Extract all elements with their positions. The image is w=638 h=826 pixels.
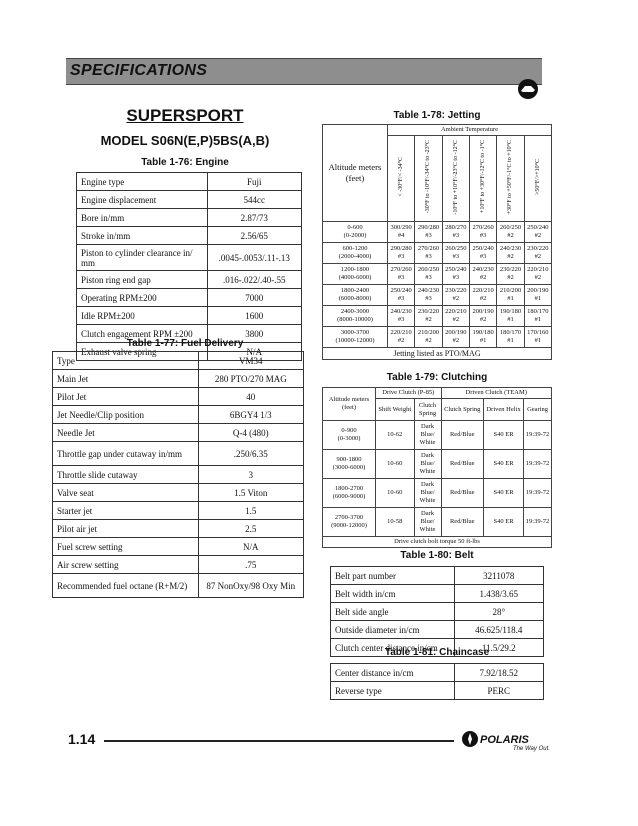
jet-cell — [524, 285, 551, 306]
table-row — [323, 327, 552, 348]
row-label: Reverse type — [331, 682, 455, 700]
jet-cell — [388, 285, 415, 306]
needle-clip: #3 — [397, 295, 405, 302]
row-label: Jet Needle/Clip position — [53, 406, 199, 424]
engine-table — [76, 172, 302, 361]
needle-clip: #2 — [507, 232, 514, 239]
row-label: Clutch engagement RPM ±200 — [77, 325, 208, 343]
row-value: 6BGY4 1/3 — [198, 406, 303, 424]
jet-cell — [524, 264, 551, 285]
table-row — [77, 289, 302, 307]
table-row — [53, 388, 304, 406]
altitude-meters: 1800-2700 — [334, 485, 364, 492]
row-label: Needle Jet — [53, 424, 199, 442]
jet-cell — [442, 327, 469, 348]
altitude-feet: (3000-6000) — [332, 464, 366, 471]
jet-size: 210/200 — [417, 329, 440, 336]
clutch-cell: Dark Blue/ White — [414, 479, 441, 508]
jetting-note: Jetting listed as PTO/MAG — [323, 348, 552, 360]
row-label: Stroke in/mm — [77, 227, 208, 245]
table-row — [53, 556, 304, 574]
row-label: Engine displacement — [77, 191, 208, 209]
jet-size: 280/270 — [445, 224, 467, 231]
altitude-meters: 0-900 — [341, 427, 357, 434]
altitude-meters: 0-600 — [347, 224, 363, 231]
clutch-cell: S40 ER — [484, 421, 524, 450]
jet-size: 260/250 — [445, 245, 467, 252]
clutch-cell: Dark Blue/ White — [414, 508, 441, 537]
footer-rule — [104, 740, 454, 742]
clutch-cell: 10-58 — [376, 508, 415, 537]
jet-size: 230/220 — [445, 287, 467, 294]
temp-header-label: -30°F to -10°F/-34°C to -23°C — [425, 140, 432, 214]
jet-size: 290/280 — [390, 245, 412, 252]
table-row — [77, 245, 302, 271]
section-title: SPECIFICATIONS — [70, 62, 208, 79]
row-label: Center distance in/cm — [331, 664, 455, 682]
table-row — [331, 682, 544, 700]
needle-clip: #1 — [534, 316, 542, 323]
row-label: Clutch center distance in/cm — [331, 639, 455, 657]
altitude-meters: 1800-2400 — [340, 287, 370, 294]
table-row — [77, 227, 302, 245]
needle-clip: #3 — [452, 232, 460, 239]
table-row — [331, 664, 544, 682]
row-value: 40 — [198, 388, 303, 406]
jet-size: 220/210 — [527, 266, 549, 273]
jet-cell — [497, 327, 524, 348]
engine-caption: Table 1-76: Engine — [141, 157, 229, 168]
table-row — [323, 264, 552, 285]
jet-cell — [415, 222, 442, 243]
table-row — [331, 585, 544, 603]
needle-clip: #2 — [425, 316, 432, 323]
needle-clip: #3 — [397, 253, 405, 260]
jet-cell — [497, 306, 524, 327]
row-value: .75 — [198, 556, 303, 574]
jet-size: 200/190 — [445, 329, 467, 336]
row-label: Operating RPM±200 — [77, 289, 208, 307]
table-row — [77, 191, 302, 209]
row-label: Engine type — [77, 173, 208, 191]
table-row — [53, 538, 304, 556]
row-value: 87 NonOxy/98 Oxy Min — [198, 574, 303, 598]
jet-cell — [442, 306, 469, 327]
row-value: 3 — [198, 466, 303, 484]
needle-clip: #3 — [452, 253, 460, 260]
altitude-cell — [323, 479, 376, 508]
altitude-meters: 2400-3000 — [340, 308, 370, 315]
jet-size: 260/250 — [499, 224, 522, 231]
jetting-table — [322, 124, 552, 360]
altitude-cell — [323, 243, 388, 264]
needle-clip: #2 — [479, 274, 487, 281]
jet-cell — [469, 243, 496, 264]
row-label: Throttle slide cutaway — [53, 466, 199, 484]
clutch-cell: S40 ER — [484, 508, 524, 537]
row-label: Outside diameter in/cm — [331, 621, 455, 639]
row-value: 280 PTO/270 MAG — [198, 370, 303, 388]
table-row — [323, 285, 552, 306]
altitude-meters: 600-1200 — [342, 245, 368, 252]
jet-size: 260/250 — [417, 266, 440, 273]
jet-size: 270/260 — [390, 266, 412, 273]
clutch-cell: 19:39-72 — [524, 450, 552, 479]
row-label: Belt width in/cm — [331, 585, 455, 603]
table-row — [77, 173, 302, 191]
needle-clip: #2 — [534, 274, 542, 281]
jet-size: 220/210 — [445, 308, 467, 315]
row-value: 1.5 — [198, 502, 303, 520]
clutching-note: Drive clutch bolt torque 50 ft-lbs — [323, 537, 552, 548]
jet-cell — [388, 327, 415, 348]
needle-clip: #2 — [534, 232, 542, 239]
row-value: 3211078 — [454, 567, 543, 585]
needle-clip: #3 — [397, 274, 405, 281]
jet-cell — [469, 306, 496, 327]
jet-cell — [442, 243, 469, 264]
clutch-cell: 10-62 — [376, 421, 415, 450]
jet-size: 250/240 — [445, 266, 467, 273]
clutch-cell: 10-60 — [376, 479, 415, 508]
jet-cell — [469, 285, 496, 306]
jet-cell — [469, 222, 496, 243]
jet-cell — [497, 222, 524, 243]
jet-cell — [497, 264, 524, 285]
row-value: 7000 — [207, 289, 302, 307]
table-row — [323, 508, 552, 537]
table-row — [53, 484, 304, 502]
temp-header-label: < -30°F/< -34°C — [398, 157, 405, 197]
altitude-cell — [323, 327, 388, 348]
row-value: 2.56/65 — [207, 227, 302, 245]
table-row — [323, 421, 552, 450]
jet-size: 240/230 — [390, 308, 412, 315]
drive-clutch-header: Drive Clutch (P-85) — [376, 388, 442, 399]
jet-cell — [415, 306, 442, 327]
fuel-table — [52, 351, 304, 598]
needle-clip: #2 — [452, 337, 460, 344]
row-label: Piston to cylinder clearance in/ mm — [77, 245, 208, 271]
jet-size: 230/220 — [499, 266, 522, 273]
clutch-sub-header: Shift Weight — [376, 399, 415, 421]
row-value: 1.438/3.65 — [454, 585, 543, 603]
row-label: Recommended fuel octane (R+M/2) — [53, 574, 199, 598]
jet-size: 290/280 — [417, 224, 440, 231]
altitude-feet: (6000-9000) — [332, 493, 366, 500]
table-row — [323, 450, 552, 479]
jet-size: 190/180 — [499, 308, 522, 315]
jet-cell — [442, 264, 469, 285]
altitude-cell — [323, 285, 388, 306]
needle-clip: #2 — [425, 337, 432, 344]
table-row — [53, 352, 304, 370]
row-label: Air screw setting — [53, 556, 199, 574]
row-label: Main Jet — [53, 370, 199, 388]
needle-clip: #1 — [534, 337, 542, 344]
table-row — [323, 306, 552, 327]
altitude-feet: (10000-12000) — [335, 337, 375, 344]
needle-clip: #1 — [479, 337, 487, 344]
altitude-meters: 2700-3700 — [334, 514, 364, 521]
belt-table — [330, 566, 544, 657]
driven-clutch-header: Driven Clutch (TEAM) — [441, 388, 552, 399]
jet-cell — [497, 243, 524, 264]
needle-clip: #4 — [397, 232, 405, 239]
row-label: Piston ring end gap — [77, 271, 208, 289]
row-value: 3800 — [207, 325, 302, 343]
temp-header — [415, 136, 442, 222]
temp-header — [442, 136, 469, 222]
table-row — [53, 370, 304, 388]
row-label: Throttle gap under cutaway in/mm — [53, 442, 199, 466]
row-label: Valve seat — [53, 484, 199, 502]
snowmobile-icon — [515, 78, 541, 100]
jet-size: 270/260 — [417, 245, 440, 252]
altitude-header: Altitude meters (feet) — [323, 125, 388, 222]
jet-cell — [388, 306, 415, 327]
jet-size: 180/170 — [499, 329, 522, 336]
clutching-caption: Table 1-79: Clutching — [386, 372, 488, 383]
jet-size: 250/240 — [472, 245, 494, 252]
table-row — [53, 520, 304, 538]
clutch-cell: Dark Blue/ White — [414, 450, 441, 479]
row-value: PERC — [454, 682, 543, 700]
row-value: .250/6.35 — [198, 442, 303, 466]
temp-header — [388, 136, 415, 222]
table-row — [77, 307, 302, 325]
needle-clip: #2 — [507, 274, 514, 281]
needle-clip: #2 — [479, 316, 487, 323]
chaincase-caption: Table 1-81: Chaincase — [384, 647, 490, 658]
needle-clip: #3 — [479, 253, 487, 260]
clutch-cell: S40 ER — [484, 450, 524, 479]
clutch-cell: 19:39-72 — [524, 508, 552, 537]
jet-size: 250/240 — [390, 287, 412, 294]
row-value: .0045-.0053/.11-.13 — [207, 245, 302, 271]
ambient-header: Ambient Temperature — [388, 125, 552, 136]
altitude-cell — [323, 421, 376, 450]
temp-header-label: +10°F to +30°F/-12°C to -1°C — [480, 140, 487, 214]
jet-cell — [388, 243, 415, 264]
jet-size: 240/230 — [472, 266, 494, 273]
clutch-cell: Red/Blue — [441, 450, 484, 479]
clutch-cell: Dark Blue/ White — [414, 421, 441, 450]
table-row — [53, 442, 304, 466]
needle-clip: #2 — [452, 316, 460, 323]
jet-cell — [524, 243, 551, 264]
clutch-cell: Red/Blue — [441, 508, 484, 537]
altitude-feet: (4000-6000) — [338, 274, 372, 281]
altitude-cell — [323, 508, 376, 537]
belt-caption: Table 1-80: Belt — [400, 550, 474, 561]
clutch-cell: S40 ER — [484, 479, 524, 508]
jet-size: 190/180 — [472, 329, 494, 336]
jet-size: 200/190 — [527, 287, 549, 294]
jet-size: 180/170 — [527, 308, 549, 315]
jet-size: 230/220 — [417, 308, 440, 315]
row-value: 2.87/73 — [207, 209, 302, 227]
table-row — [331, 621, 544, 639]
jet-cell — [442, 222, 469, 243]
row-value: Q-4 (480) — [198, 424, 303, 442]
altitude-cell — [323, 264, 388, 285]
jet-size: 230/220 — [527, 245, 549, 252]
tagline: The Way Out. — [513, 746, 550, 752]
jet-cell — [469, 264, 496, 285]
clutch-cell: 19:39-72 — [524, 479, 552, 508]
clutch-cell: 10-60 — [376, 450, 415, 479]
row-label: Type — [53, 352, 199, 370]
row-label: Idle RPM±200 — [77, 307, 208, 325]
needle-clip: #2 — [479, 295, 487, 302]
row-value: 28° — [454, 603, 543, 621]
clutch-cell: Red/Blue — [441, 421, 484, 450]
needle-clip: #3 — [452, 274, 460, 281]
altitude-feet: (9000-12000) — [331, 522, 367, 529]
row-value: 1600 — [207, 307, 302, 325]
row-label: Bore in/mm — [77, 209, 208, 227]
table-row — [53, 466, 304, 484]
altitude-feet: (6000-8000) — [338, 295, 372, 302]
row-value: 7.92/18.52 — [454, 664, 543, 682]
row-value: 1.5 Viton — [198, 484, 303, 502]
row-value: 2.5 — [198, 520, 303, 538]
jet-cell — [415, 327, 442, 348]
needle-clip: #1 — [507, 316, 514, 323]
row-label: Starter jet — [53, 502, 199, 520]
row-label: Exhaust valve spring — [77, 343, 208, 361]
altitude-meters: 900-1800 — [336, 456, 362, 463]
supersport-title: SUPERSPORT — [126, 106, 244, 125]
jet-size: 300/290 — [390, 224, 412, 231]
page-number: 1.14 — [68, 731, 96, 747]
jet-size: 210/200 — [499, 287, 522, 294]
jet-cell — [497, 285, 524, 306]
row-value: N/A — [207, 343, 302, 361]
table-row — [77, 209, 302, 227]
needle-clip: #1 — [534, 295, 542, 302]
temp-header-label: -10°F to +10°F/-23°C to -12°C — [452, 139, 459, 215]
jet-size: 220/210 — [390, 329, 412, 336]
jet-cell — [524, 222, 551, 243]
altitude-cell — [323, 450, 376, 479]
temp-header-label: >50°F/>+10°C — [534, 159, 541, 195]
temp-header — [497, 136, 524, 222]
needle-clip: #3 — [425, 295, 432, 302]
needle-clip: #1 — [507, 295, 514, 302]
needle-clip: #3 — [425, 274, 432, 281]
jetting-caption: Table 1-78: Jetting — [393, 110, 481, 121]
table-row — [53, 502, 304, 520]
row-label: Pilot air jet — [53, 520, 199, 538]
clutch-altitude-header: Altitude meters (feet) — [323, 388, 376, 421]
temp-header — [469, 136, 496, 222]
jet-size: 240/230 — [499, 245, 522, 252]
jet-cell — [415, 264, 442, 285]
row-value: 544cc — [207, 191, 302, 209]
row-value: .016-.022/.40-.55 — [207, 271, 302, 289]
clutch-sub-header: Driven Helix — [484, 399, 524, 421]
jet-cell — [388, 264, 415, 285]
needle-clip: #3 — [425, 253, 432, 260]
jet-cell — [469, 327, 496, 348]
polaris-brand-text: POLARIS — [480, 734, 529, 746]
needle-clip: #3 — [479, 232, 487, 239]
jet-size: 240/230 — [417, 287, 440, 294]
altitude-feet: (0-3000) — [337, 435, 361, 442]
table-row — [323, 243, 552, 264]
row-label: Belt side angle — [331, 603, 455, 621]
clutching-table — [322, 387, 552, 548]
clutch-sub-header: Clutch Spring — [441, 399, 484, 421]
row-label: Pilot Jet — [53, 388, 199, 406]
table-row — [77, 271, 302, 289]
needle-clip: #3 — [425, 232, 432, 239]
altitude-feet: (2000-4000) — [338, 253, 372, 260]
jet-cell — [442, 285, 469, 306]
altitude-feet: (8000-10000) — [337, 316, 373, 323]
jet-size: 220/210 — [472, 287, 494, 294]
row-value: 11.5/29.2 — [454, 639, 543, 657]
row-value: Fuji — [207, 173, 302, 191]
jet-cell — [415, 285, 442, 306]
clutch-sub-header: Gearing — [524, 399, 552, 421]
jet-cell — [524, 306, 551, 327]
table-row — [323, 479, 552, 508]
jet-cell — [524, 327, 551, 348]
needle-clip: #2 — [507, 253, 514, 260]
chaincase-table — [330, 663, 544, 700]
clutch-sub-header: Clutch Spring — [414, 399, 441, 421]
row-label: Fuel screw setting — [53, 538, 199, 556]
jet-size: 270/260 — [472, 224, 494, 231]
table-row — [53, 574, 304, 598]
model-title: MODEL S06N(E,P)5BS(A,B) — [100, 133, 270, 148]
needle-clip: #2 — [534, 253, 542, 260]
row-value: VM34 — [198, 352, 303, 370]
table-row — [323, 222, 552, 243]
jet-size: 200/190 — [472, 308, 494, 315]
row-label: Belt part number — [331, 567, 455, 585]
jet-size: 250/240 — [527, 224, 549, 231]
needle-clip: #1 — [507, 337, 514, 344]
table-row — [53, 406, 304, 424]
temp-header — [524, 136, 551, 222]
temp-header-label: +30°F to +50°F/-1°C to +10°C — [507, 139, 514, 215]
table-row — [53, 424, 304, 442]
clutch-cell: 19:39-72 — [524, 421, 552, 450]
altitude-cell — [323, 306, 388, 327]
altitude-feet: (0-2000) — [343, 232, 367, 239]
altitude-meters: 1200-1800 — [340, 266, 370, 273]
altitude-cell — [323, 222, 388, 243]
needle-clip: #2 — [397, 337, 405, 344]
fuel-caption: Table 1-77: Fuel Delivery — [126, 338, 244, 349]
table-row — [331, 603, 544, 621]
clutch-cell: Red/Blue — [441, 479, 484, 508]
jet-cell — [388, 222, 415, 243]
row-value: N/A — [198, 538, 303, 556]
jet-size: 170/160 — [527, 329, 549, 336]
table-row — [331, 567, 544, 585]
needle-clip: #2 — [452, 295, 460, 302]
needle-clip: #3 — [397, 316, 405, 323]
row-value: 46.625/118.4 — [454, 621, 543, 639]
jet-cell — [415, 243, 442, 264]
altitude-meters: 3000-3700 — [340, 329, 370, 336]
